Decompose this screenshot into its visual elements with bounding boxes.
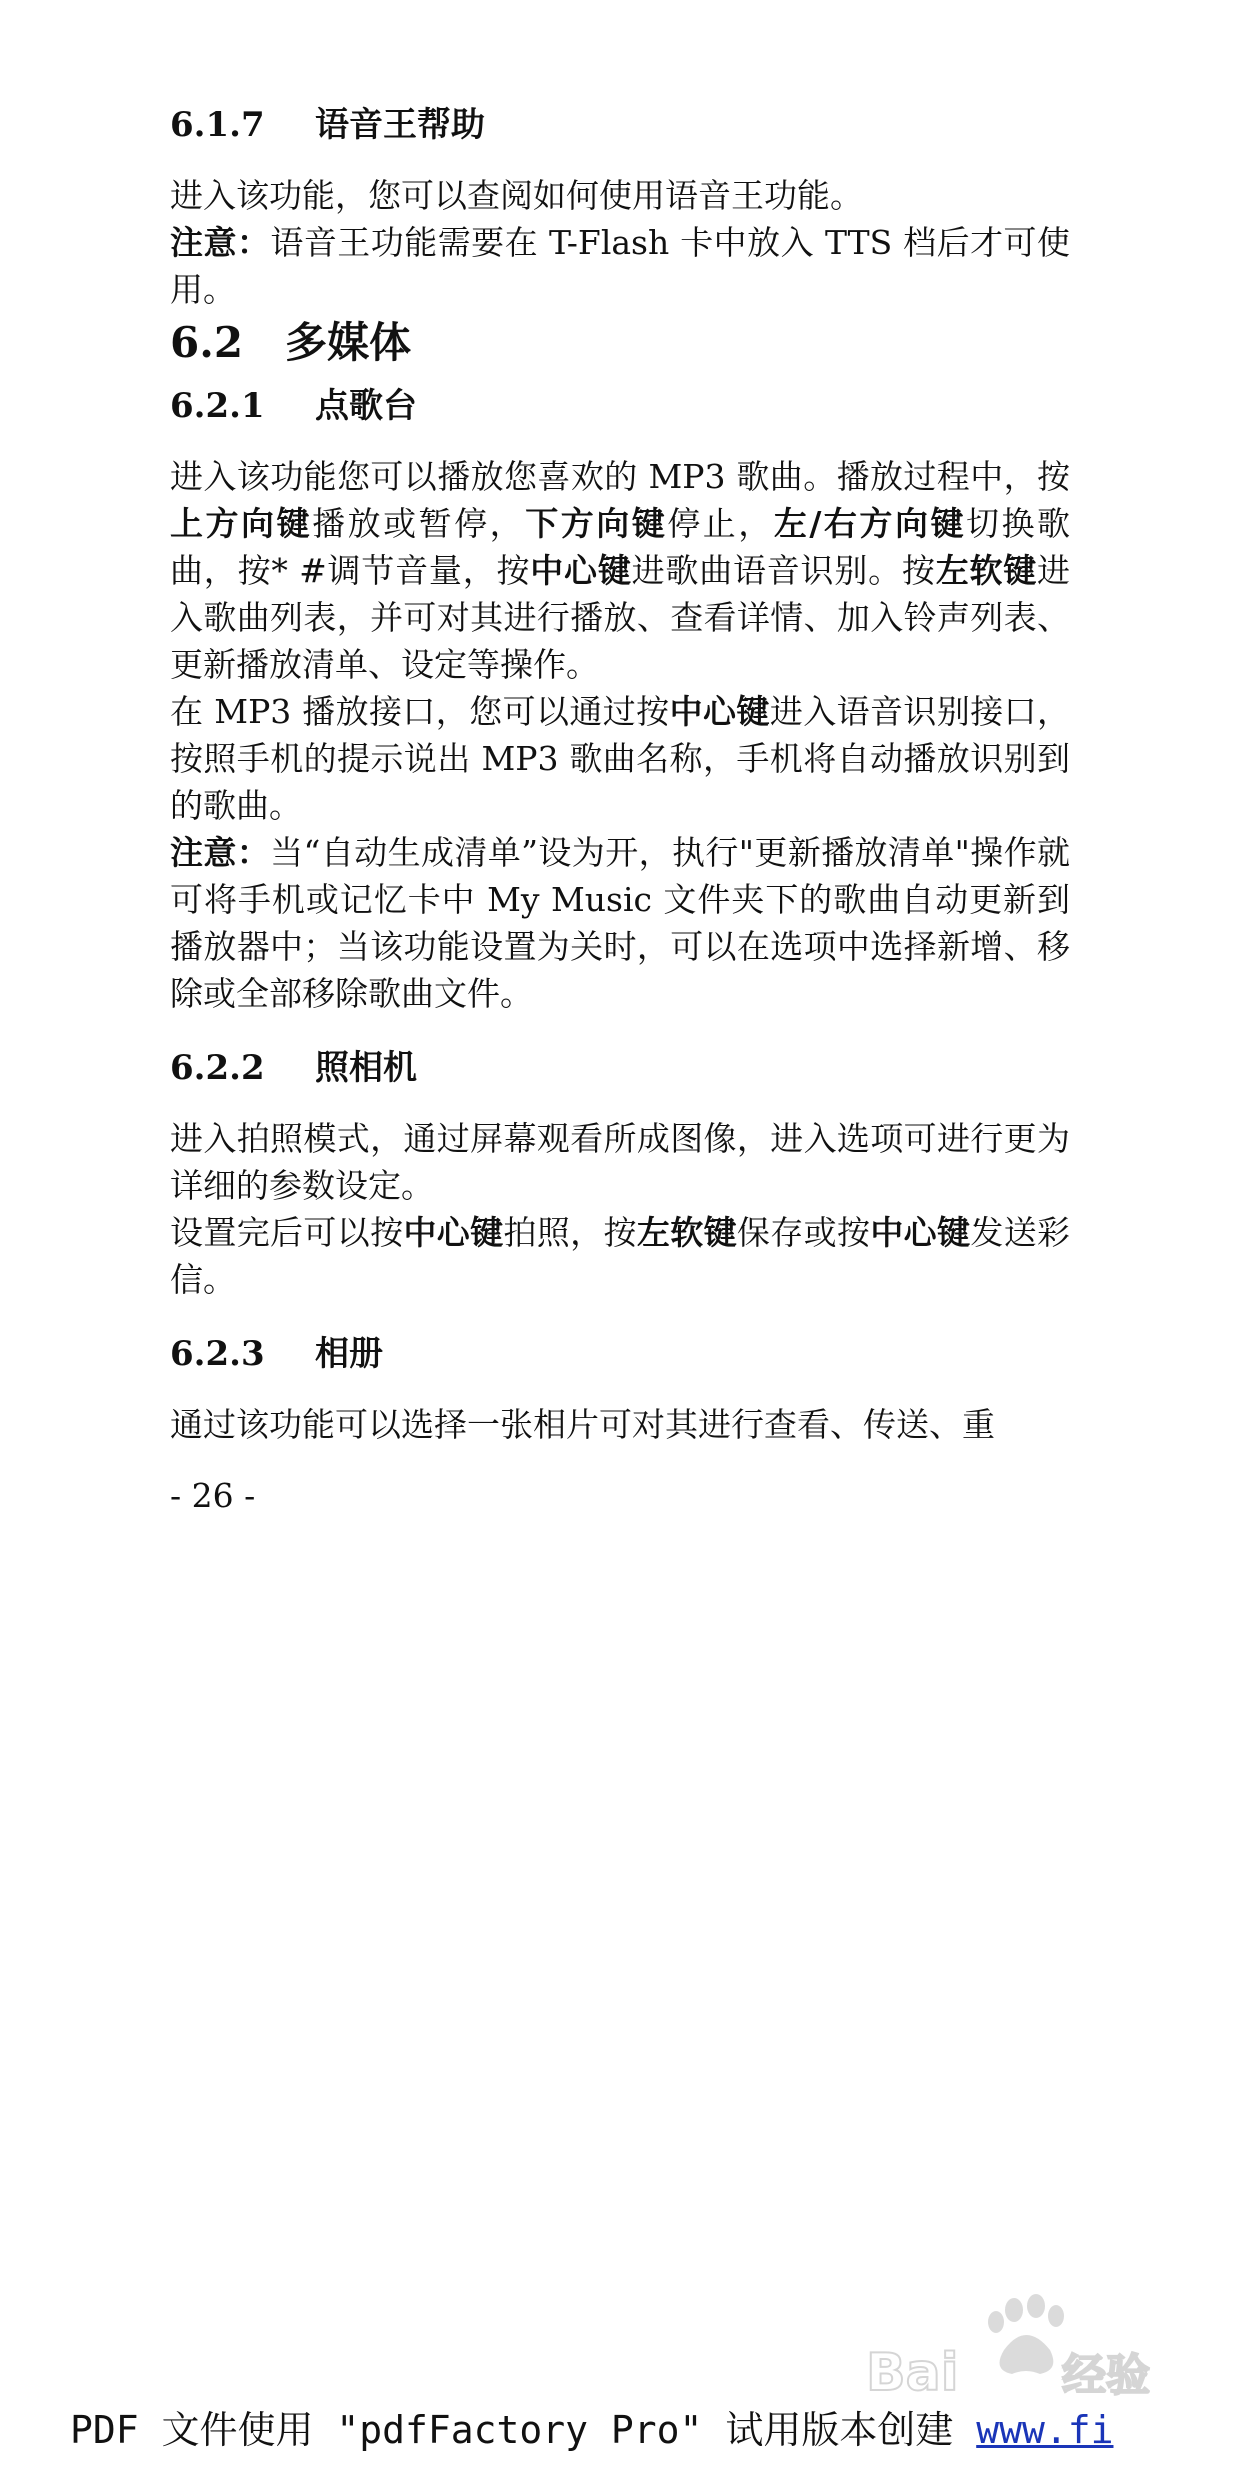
footer-link[interactable]: www.fi [976,2408,1114,2452]
section-6-2-2-heading [170,1043,1070,1093]
page-number: - 26 - [170,1476,256,1515]
section-title: 相册 [315,1334,383,1374]
section-title: 多媒体 [285,318,412,367]
section-6-2-1-heading [170,381,1070,431]
note-paragraph: 注意：语音王功能需要在 T-Flash 卡中放入 TTS 档后才可使用。 [170,223,1071,309]
note-label: 注意： [170,833,271,872]
section-number: 6.2 [170,318,244,367]
svg-text:经验: 经验 [1062,2350,1150,2400]
section-6-2-heading [170,313,1070,373]
note-label: 注意： [170,223,271,262]
section-6-2-3-heading [170,1329,1070,1379]
section-number: 6.2.3 [170,1334,265,1374]
paragraph: 在 MP3 播放接口，您可以通过按中心键进入语音识别接口，按照手机的提示说出 MP3 歌曲名称，手机将自动播放识别到的歌曲。 [170,692,1071,825]
paragraph: 进入该功能，您可以查阅如何使用语音王功能。 [170,176,863,215]
footer-text: PDF 文件使用 "pdfFactory Pro" 试用版本创建 [70,2408,977,2452]
note-paragraph: 注意：当“自动生成清单”设为开，执行"更新播放清单"操作就可将手机或记忆卡中 My Music 文件夹下的歌曲自动更新到播放器中；当该功能设置为关时，可以在选项中选择新增、移除或全部移除歌曲文件。 [170,833,1070,1013]
section-6-1-7-heading [170,100,1070,150]
paragraph: 进入该功能您可以播放您喜欢的 MP3 歌曲。播放过程中，按上方向键播放或暂停，下方向键停止，左/右方向键切换歌曲，按* #调节音量，按中心键进歌曲语音识别。按左软键进入歌曲列表，并可对其进行播放、查看详情、加入铃声列表、更新播放清单、设定等操作。 [170,457,1071,684]
pdf-footer [70,2400,1244,2460]
baidu-watermark-logo [864,2290,1164,2400]
section-title: 点歌台 [315,386,417,426]
paragraph: 设置完后可以按中心键拍照，按左软键保存或按中心键发送彩信。 [170,1213,1071,1299]
svg-text:Bai: Bai [866,2343,959,2400]
paragraph: 进入拍照模式，通过屏幕观看所成图像，进入选项可进行更为详细的参数设定。 [170,1119,1070,1205]
section-title: 语音王帮助 [315,105,485,145]
section-number: 6.1.7 [170,105,265,145]
section-title: 照相机 [315,1048,417,1088]
document-page [170,100,1070,1519]
section-number: 6.2.1 [170,386,265,426]
section-number: 6.2.2 [170,1048,265,1088]
paragraph: 通过该功能可以选择一张相片可对其进行查看、传送、重 [170,1405,995,1444]
